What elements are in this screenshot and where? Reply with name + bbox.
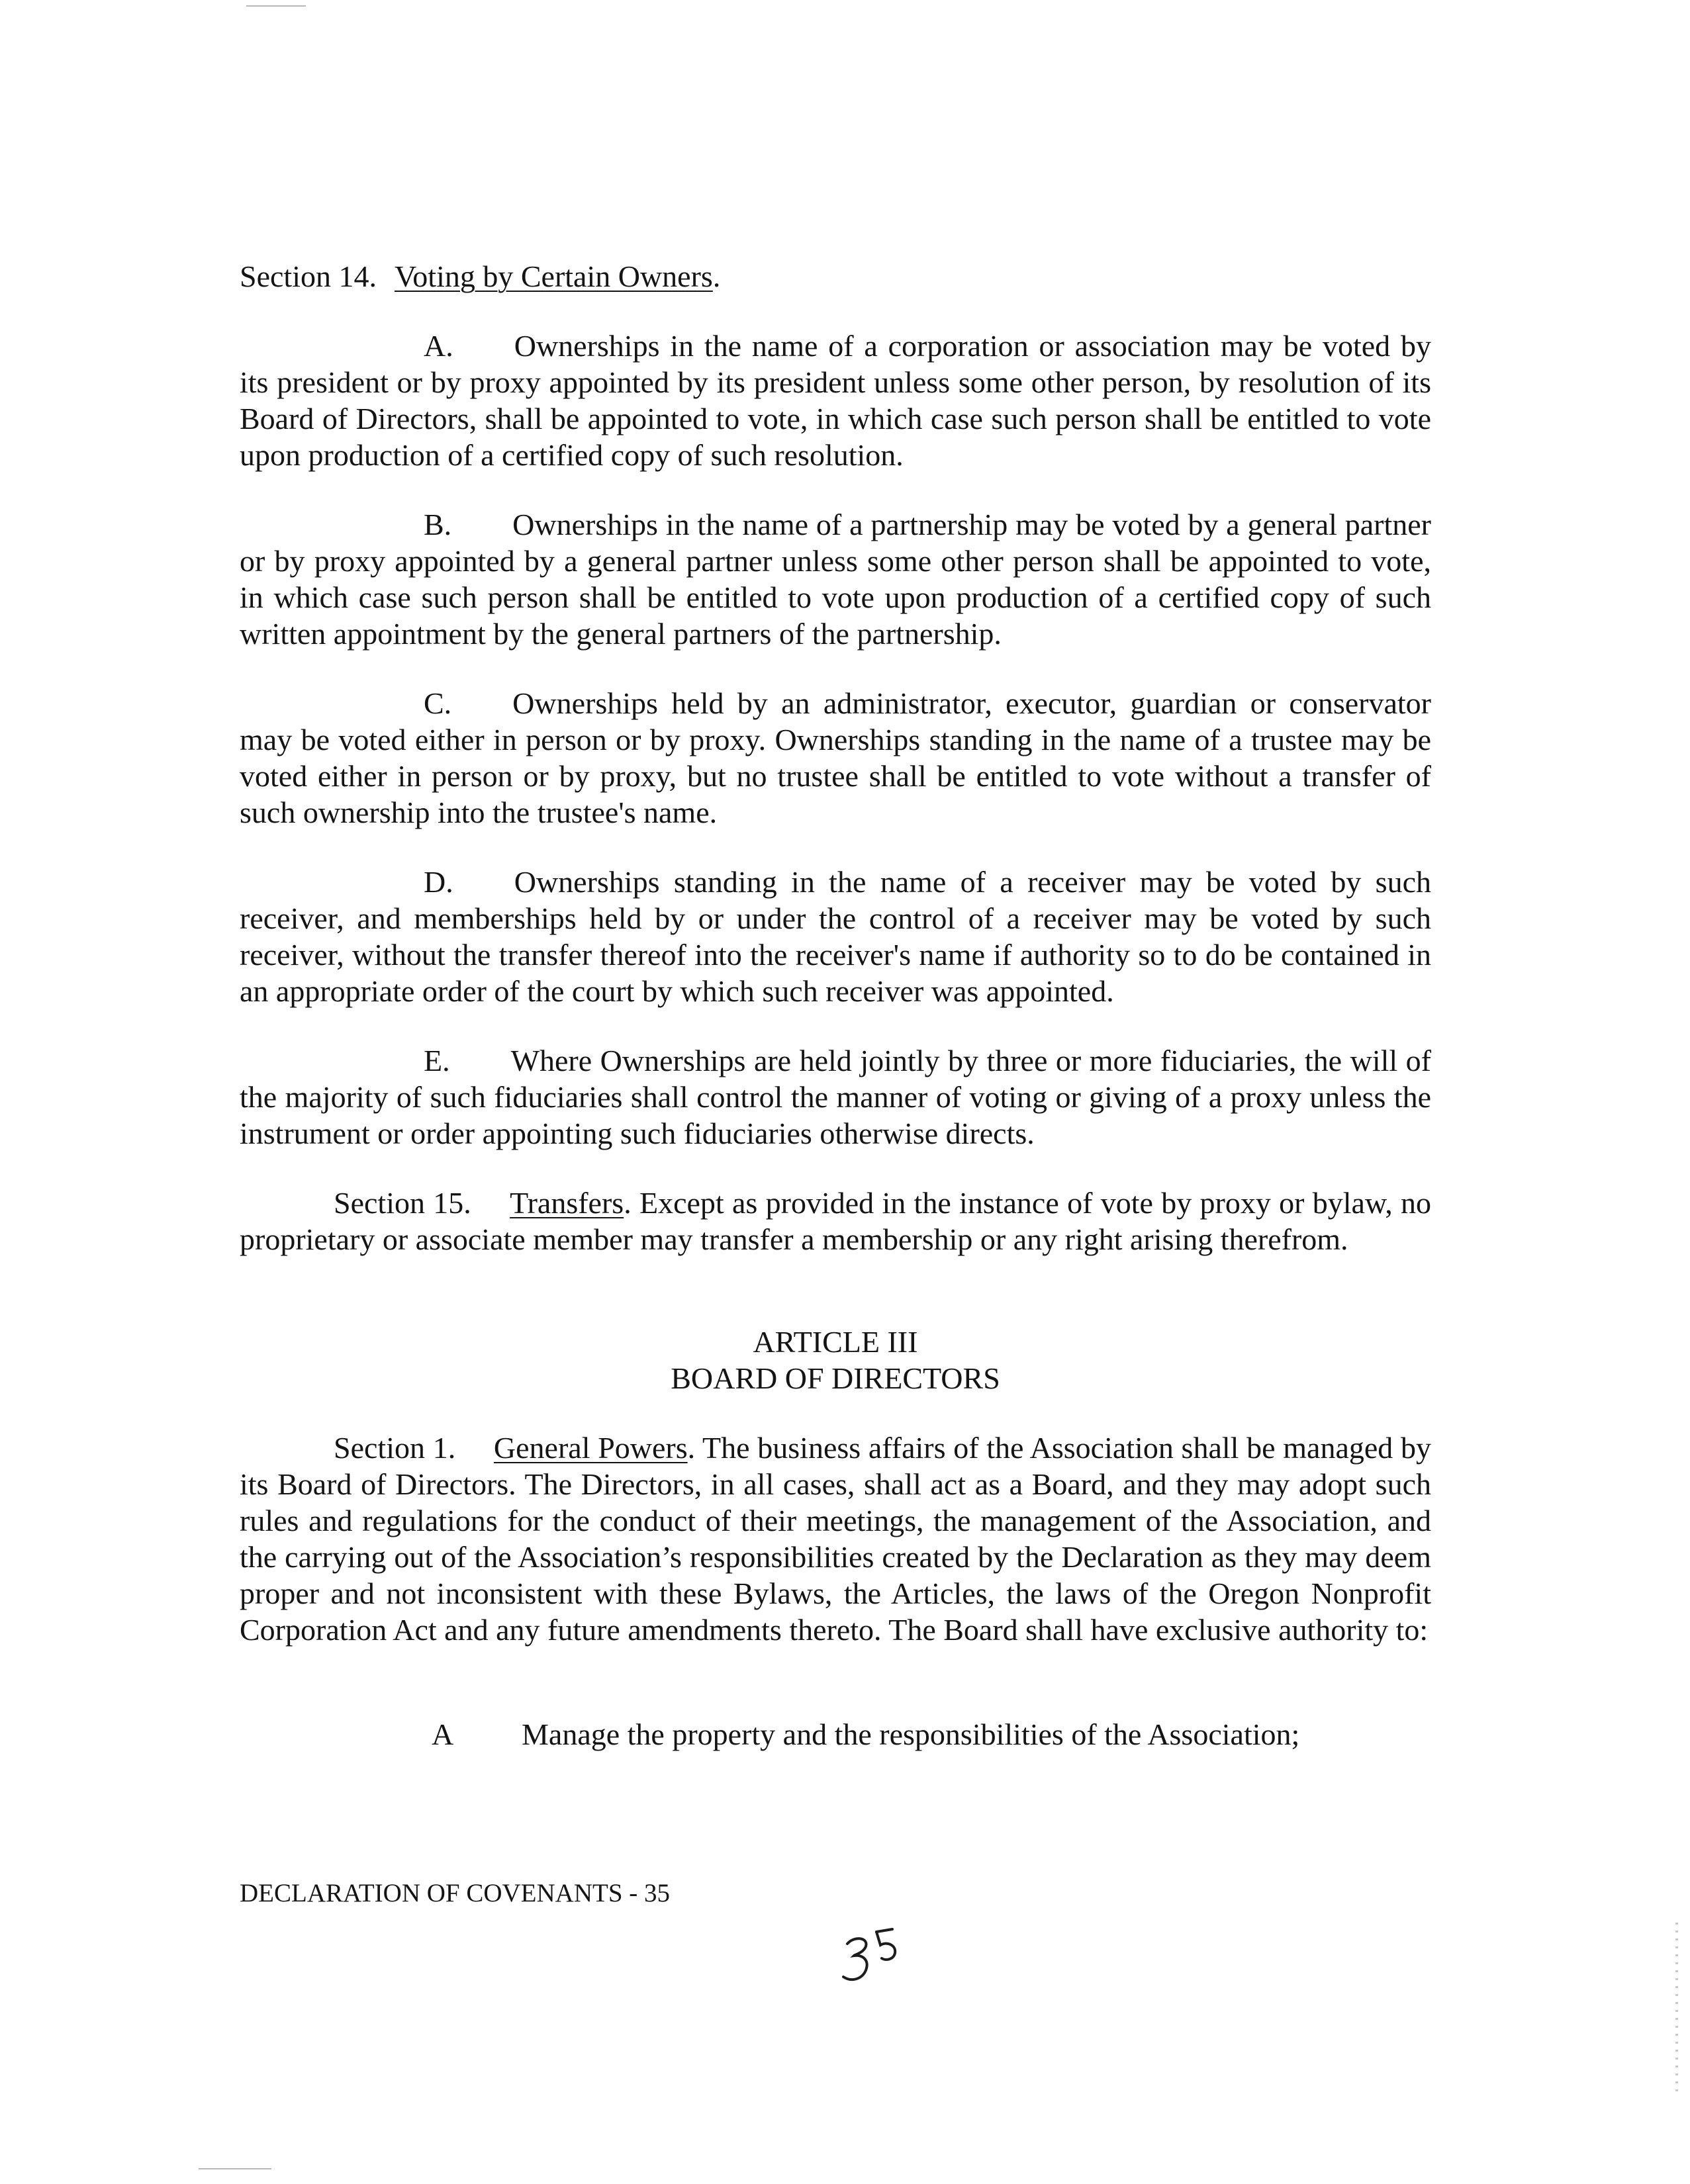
list-item-text: Manage the property and the responsibilities of the Association; <box>522 1717 1300 1751</box>
page-footer: DECLARATION OF COVENANTS - 35 <box>240 1879 670 1907</box>
section-1: Section 1. General Powers. The business affairs of the Association shall be managed by its Board of Directors. The Directors, in all cases, shall act as a Board, and they may adopt such rules and regulations for the conduct of their meetings, the management of the Association, and the carrying out of the Association’s responsibilities created by the Declaration as they may deem proper and not inconsistent with these Bylaws, the Articles, the laws of the Oregon Nonprofit Corporation Act and any future amendments thereto. The Board shall have exclusive authority to: <box>240 1431 1432 1647</box>
list-item <box>432 1716 1299 1752</box>
section-number: Section 14. <box>240 259 377 293</box>
list-item-letter: A <box>432 1717 454 1751</box>
scan-artifact-bottom <box>199 2168 271 2169</box>
article-number: ARTICLE III <box>753 1325 918 1359</box>
section-title: Transfers <box>510 1186 624 1220</box>
scan-artifact-top <box>246 5 306 7</box>
paragraph-a: A. Ownerships in the name of a corporation or association may be voted by its president or by proxy appointed by its president unless some other person, by resolution of its Board of Directors, shall be appointed to vote, in which case such person shall be entitled to vote upon production of a certified copy of such resolution. <box>240 329 1431 472</box>
section-title: General Powers <box>493 1431 688 1465</box>
article-title: BOARD OF DIRECTORS <box>671 1361 1000 1395</box>
paragraph-d: D. Ownerships standing in the name of a receiver may be voted by such receiver, and memberships held by or under the control of a receiver may be voted by such receiver, without the transfer thereof into the receiver's name if authority so to do be contained in an appropriate order of the court by which such receiver was appointed. <box>240 865 1431 1008</box>
section-number: Section 1. <box>334 1431 456 1465</box>
paragraph-c: C. Ownerships held by an administrator, executor, guardian or conservator may be voted either in person or by proxy. Ownerships standing in the name of a trustee may be voted either in person or by proxy, but no trustee shall be entitled to vote without a transfer of such ownership into the trustee's name. <box>240 686 1431 829</box>
section-title: Voting by Certain Owners <box>395 259 713 293</box>
section-15: Section 15. Transfers. Except as provided in the instance of vote by proxy or bylaw, no proprietary or associate member may transfer a membership or any right arising therefrom. <box>240 1186 1432 1256</box>
paragraph-e: E. Where Ownerships are held jointly by three or more fiduciaries, the will of the majority of such fiduciaries shall control the manner of voting or giving of a proxy unless the instrument or order appointing such fiduciaries otherwise directs. <box>240 1044 1431 1150</box>
article-heading <box>240 1324 1431 1396</box>
handwritten-page-number <box>835 1923 915 1989</box>
section-number: Section 15. <box>334 1186 471 1220</box>
section-14-heading: Section 14. Voting by Certain Owners. <box>240 259 721 293</box>
scan-edge-artifact <box>1675 1923 1678 2095</box>
paragraph-b: B. Ownerships in the name of a partnership may be voted by a general partner or by proxy appointed by a general partner unless some other person shall be appointed to vote, in which case such person shall be entitled to vote upon production of a certified copy of such written appointment by the general partners of the partnership. <box>240 508 1431 651</box>
